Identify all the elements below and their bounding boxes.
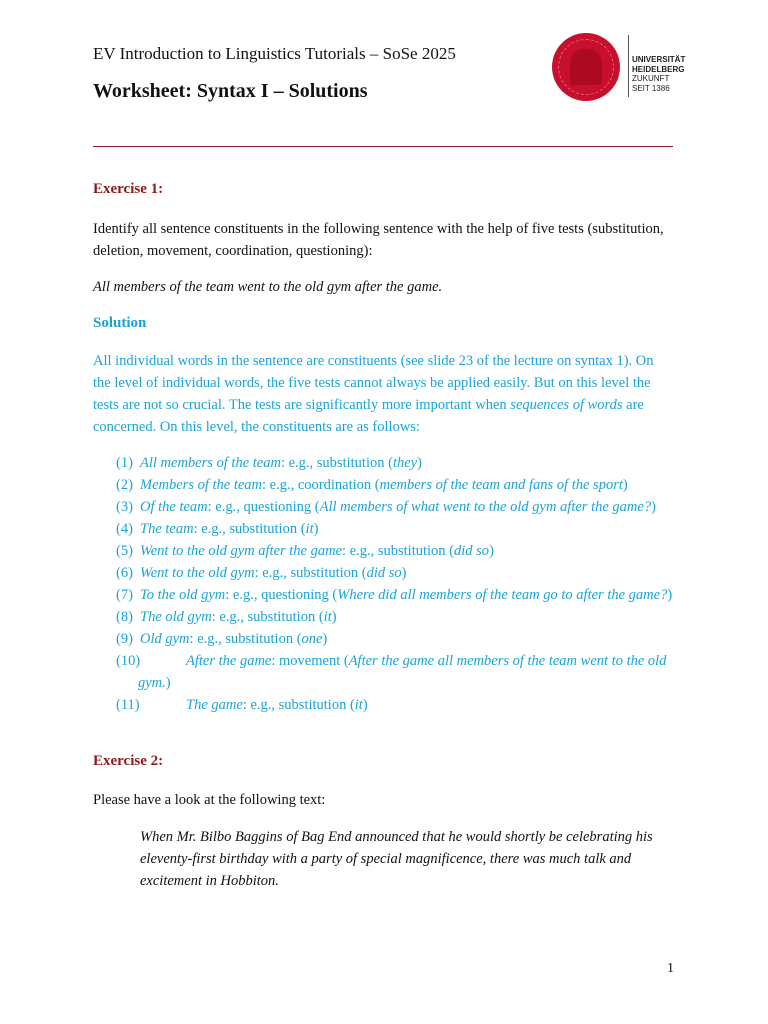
logo-divider [628, 35, 629, 97]
exercise1-sentence: All members of the team went to the old gym after the game. [93, 279, 443, 295]
exercise1-prompt: Identify all sentence constituents in the following sentence with the help of five tests (substitution, deletion, movement, coordination, questioning): [93, 221, 664, 259]
exercise2-quote: When Mr. Bilbo Baggins of Bag End announced that he would shortly be celebrating his eleventy-first birthday with a party of special magnificence, there was much talk and excitement in Hobbiton. [140, 829, 653, 889]
page-number: 1 [667, 961, 674, 976]
solution-paragraph: All individual words in the sentence are constituents (see slide 23 of the lecture on syntax 1). On the level of individual words, the five tests cannot always be applied easily. But on this level the tests are not so crucial. The tests are significantly more important when sequences of words are concerned. On this level, the constituents are as follows: [93, 353, 654, 435]
solution-heading: Solution [93, 315, 147, 331]
course-header: EV Introduction to Linguistics Tutorials – SoSe 2025 [93, 44, 456, 63]
list-item: (6) Went to the old gym: e.g., substitution (did so) [116, 565, 407, 581]
list-item-continuation: gym.) [138, 675, 171, 691]
list-item: (1) All members of the team: e.g., substitution (they) [116, 455, 422, 471]
university-logo [552, 33, 702, 103]
list-item: (10) After the game: movement (After the game all members of the team went to the old [116, 653, 667, 669]
header-divider [93, 146, 673, 147]
constituent-list [116, 452, 696, 716]
logo-wordmark: UNIVERSITÄT HEIDELBERG ZUKUNFT SEIT 1386 [632, 55, 686, 93]
list-item: (2) Members of the team: e.g., coordination (members of the team and fans of the sport) [116, 477, 628, 493]
list-item: (4) The team: e.g., substitution (it) [116, 521, 319, 537]
page-title: Worksheet: Syntax I – Solutions [93, 80, 368, 102]
exercise2-heading: Exercise 2: [93, 753, 164, 769]
exercise1-heading: Exercise 1: [93, 181, 164, 197]
list-item: (8) The old gym: e.g., substitution (it) [116, 609, 337, 625]
list-item: (9) Old gym: e.g., substitution (one) [116, 631, 328, 647]
list-item: (5) Went to the old gym after the game: e.g., substitution (did so) [116, 543, 494, 559]
university-seal-icon [552, 33, 620, 101]
exercise2-prompt: Please have a look at the following text: [93, 792, 326, 808]
list-item: (7) To the old gym: e.g., questioning (Where did all members of the team go to after the game?) [116, 587, 673, 603]
constituent-items [116, 452, 696, 650]
list-item: (3) Of the team: e.g., questioning (All members of what went to the old gym after the game?) [116, 499, 656, 515]
list-item: (11) The game: e.g., substitution (it) [116, 697, 368, 713]
